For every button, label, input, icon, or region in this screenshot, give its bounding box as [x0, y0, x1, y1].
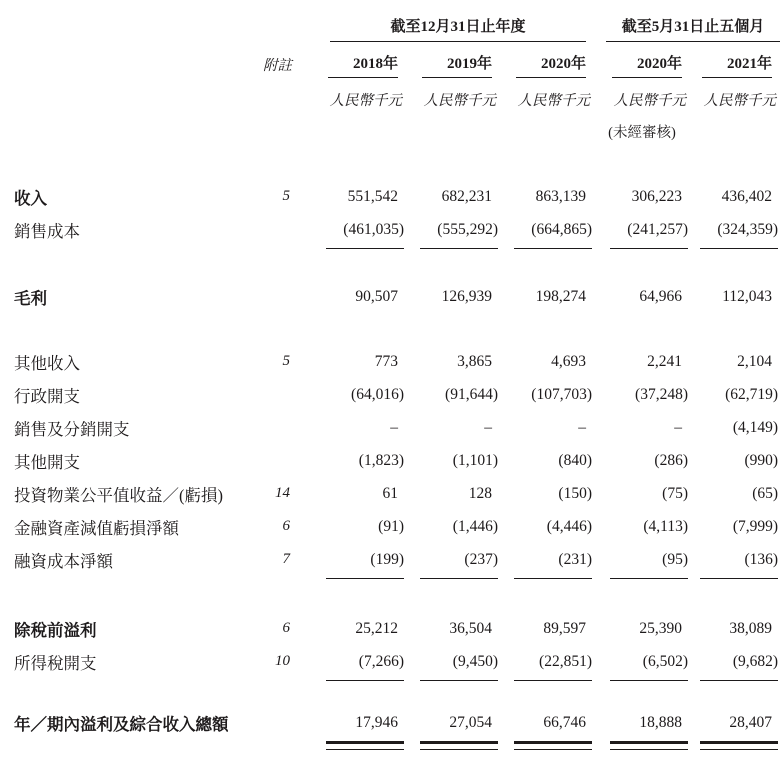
currency-unit-row: [14, 78, 780, 112]
rule-cell: [294, 576, 406, 588]
amount-value: (7,266): [358, 652, 404, 670]
header-spacer: [14, 112, 294, 146]
single-underline: [514, 248, 592, 249]
subtotal-rule-row: [14, 678, 780, 690]
row-label: 年／期內溢利及綜合收入總額: [14, 714, 229, 734]
year-header-row: [14, 42, 780, 78]
row-label: 投資物業公平值收益／(虧損): [14, 485, 223, 505]
spacer-row: [14, 588, 780, 612]
rule-cell: [500, 739, 594, 751]
rule-cell: [594, 246, 690, 258]
year-header-2020: [500, 42, 594, 78]
amount-value: –: [390, 418, 398, 436]
amount-value: (199): [370, 550, 404, 568]
note-reference: 5: [282, 188, 290, 204]
note-reference: [248, 444, 294, 477]
amount-cell: [594, 345, 690, 378]
single-underline: [700, 248, 778, 249]
amount-cell: [294, 444, 406, 477]
amount-cell: [594, 411, 690, 444]
amount-value: 61: [382, 484, 398, 502]
amount-value: (461,035): [343, 220, 404, 238]
amount-value: 25,390: [639, 619, 682, 637]
annual-period-label: 截至12月31日止年度: [330, 15, 586, 42]
amount-cell: [500, 213, 594, 246]
amount-cell: [690, 444, 780, 477]
spacer-row: [14, 690, 780, 706]
currency-unit: 人民幣千元: [423, 93, 496, 109]
amount-value: 4,693: [551, 352, 586, 370]
table-header: [14, 8, 780, 180]
rule-cell: [690, 246, 780, 258]
amount-cell: [500, 411, 594, 444]
amount-cell: [406, 510, 500, 543]
year-header-2019: [406, 42, 500, 78]
amount-cell: [594, 213, 690, 246]
double-underline: [326, 741, 404, 750]
single-underline: [420, 578, 498, 579]
amount-value: 25,212: [355, 619, 398, 637]
amount-cell: [294, 280, 406, 313]
amount-cell: [406, 411, 500, 444]
row-label: 行政開支: [14, 386, 80, 406]
amount-value: 3,865: [457, 352, 492, 370]
amount-value: 89,597: [543, 619, 586, 637]
amount-cell: [594, 444, 690, 477]
unaudited-note-row: [14, 112, 780, 146]
single-underline: [700, 680, 778, 681]
amount-value: 18,888: [639, 713, 682, 731]
note-reference: 6: [282, 518, 290, 534]
rule-cell: [500, 246, 594, 258]
table-body: [14, 180, 780, 751]
table-row: [14, 706, 780, 739]
amount-cell: [406, 345, 500, 378]
amount-value: (1,823): [358, 451, 404, 469]
amount-value: –: [484, 418, 492, 436]
amount-value: 773: [374, 352, 398, 370]
amount-value: 551,542: [347, 187, 398, 205]
rule-cell: [500, 678, 594, 690]
amount-value: (840): [558, 451, 592, 469]
single-underline: [326, 578, 404, 579]
currency-unit: 人民幣千元: [703, 93, 777, 109]
amount-value: (65): [752, 484, 779, 502]
note-reference: 14: [275, 485, 290, 501]
amount-value: (95): [662, 550, 688, 568]
annual-period-group: [294, 8, 594, 42]
amount-cell: [406, 645, 500, 678]
amount-value: (6,502): [642, 652, 688, 670]
double-underline: [700, 741, 778, 750]
amount-cell: [690, 510, 780, 543]
amount-cell: [294, 706, 406, 739]
amount-value: (1,446): [452, 517, 498, 535]
amount-value: 2,104: [737, 352, 773, 370]
header-spacer: [14, 8, 294, 42]
amount-cell: [294, 411, 406, 444]
amount-cell: [500, 444, 594, 477]
amount-value: 126,939: [441, 287, 492, 305]
header-spacer: [14, 42, 248, 78]
rule-cell: [594, 678, 690, 690]
amount-value: (75): [662, 484, 688, 502]
year-header-2018: [294, 42, 406, 78]
amount-value: (107,703): [531, 385, 592, 403]
single-underline: [610, 578, 688, 579]
amount-cell: [690, 213, 780, 246]
header-spacer: [14, 78, 294, 112]
currency-unit: 人民幣千元: [517, 93, 590, 109]
total-rule-row: [14, 739, 780, 751]
amount-cell: [294, 645, 406, 678]
amount-cell: [594, 510, 690, 543]
currency-unit: 人民幣千元: [329, 93, 402, 109]
amount-value: (1,101): [452, 451, 498, 469]
header-spacer: [690, 112, 780, 146]
rule-cell: [294, 739, 406, 751]
note-reference: 5: [282, 353, 290, 369]
amount-cell: [406, 612, 500, 645]
amount-value: 198,274: [535, 287, 586, 305]
amount-value: 17,946: [355, 713, 398, 731]
period-group-row: [14, 8, 780, 42]
table-row: [14, 345, 780, 378]
row-label: 除稅前溢利: [14, 620, 97, 640]
header-spacer: [500, 112, 594, 146]
amount-value: (64,016): [351, 385, 404, 403]
amount-cell: [294, 612, 406, 645]
amount-value: 306,223: [631, 187, 682, 205]
amount-value: 682,231: [441, 187, 492, 205]
row-label: 銷售及分銷開支: [14, 419, 130, 439]
amount-value: (237): [464, 550, 498, 568]
table-row: [14, 411, 780, 444]
single-underline: [700, 578, 778, 579]
amount-cell: [406, 378, 500, 411]
amount-value: (62,719): [725, 385, 779, 403]
rule-cell: [406, 246, 500, 258]
table-row: [14, 645, 780, 678]
amount-cell: [294, 180, 406, 213]
note-reference: [248, 411, 294, 444]
amount-cell: [500, 706, 594, 739]
currency-unit: 人民幣千元: [613, 93, 686, 109]
year-label: 2019年: [446, 56, 492, 72]
subtotal-rule-row: [14, 246, 780, 258]
header-spacer: [294, 112, 406, 146]
rule-cell: [594, 576, 690, 588]
note-reference: [248, 706, 294, 739]
amount-cell: [690, 378, 780, 411]
note-reference: 7: [282, 551, 290, 567]
rule-cell: [690, 739, 780, 751]
row-label: 融資成本淨額: [14, 551, 113, 571]
year-label: 2020年: [540, 56, 586, 72]
amount-cell: [594, 645, 690, 678]
spacer-row: [14, 258, 780, 280]
income-statement-table: [14, 8, 780, 751]
amount-cell: [406, 543, 500, 576]
rule-cell: [500, 576, 594, 588]
note-reference: [248, 378, 294, 411]
table-row: [14, 444, 780, 477]
amount-cell: [594, 477, 690, 510]
amount-cell: [406, 180, 500, 213]
amount-cell: [294, 510, 406, 543]
amount-cell: [594, 180, 690, 213]
row-label: 金融資產減值虧損淨額: [14, 518, 179, 538]
single-underline: [610, 248, 688, 249]
amount-value: 112,043: [722, 287, 773, 305]
amount-value: 90,507: [355, 287, 398, 305]
rule-cell: [294, 246, 406, 258]
amount-cell: [294, 477, 406, 510]
rule-cell: [594, 739, 690, 751]
header-spacer: [406, 112, 500, 146]
table-row: [14, 213, 780, 246]
amount-value: 863,139: [535, 187, 586, 205]
amount-cell: [406, 213, 500, 246]
amount-cell: [594, 378, 690, 411]
amount-cell: [500, 180, 594, 213]
table-row: [14, 180, 780, 213]
amount-cell: [594, 280, 690, 313]
row-label: 其他開支: [14, 452, 80, 472]
amount-value: (664,865): [531, 220, 592, 238]
amount-cell: [500, 645, 594, 678]
amount-value: –: [674, 418, 682, 436]
amount-cell: [500, 543, 594, 576]
rule-cell: [406, 678, 500, 690]
year-header-2021-interim: [690, 42, 780, 78]
amount-value: 27,054: [449, 713, 492, 731]
amount-value: (324,359): [717, 220, 779, 238]
table-row: [14, 543, 780, 576]
spacer-row: [14, 313, 780, 345]
amount-value: (4,149): [732, 418, 779, 436]
table-row: [14, 280, 780, 313]
amount-cell: [406, 706, 500, 739]
amount-cell: [690, 645, 780, 678]
amount-value: 66,746: [543, 713, 586, 731]
row-label: 收入: [14, 188, 47, 208]
amount-value: (286): [654, 451, 688, 469]
amount-cell: [690, 706, 780, 739]
five-month-period-label: 截至5月31日止五個月: [606, 15, 780, 42]
amount-cell: [406, 280, 500, 313]
single-underline: [420, 248, 498, 249]
amount-value: (9,682): [732, 652, 779, 670]
amount-value: (241,257): [627, 220, 688, 238]
amount-value: (4,446): [546, 517, 592, 535]
single-underline: [514, 578, 592, 579]
amount-cell: [690, 180, 780, 213]
amount-value: (990): [744, 451, 779, 469]
amount-value: (150): [558, 484, 592, 502]
single-underline: [420, 680, 498, 681]
amount-cell: [594, 612, 690, 645]
amount-cell: [690, 612, 780, 645]
amount-value: 436,402: [721, 187, 773, 205]
amount-value: –: [578, 418, 586, 436]
rule-cell: [690, 678, 780, 690]
amount-cell: [500, 612, 594, 645]
unaudited-label: (未經審核): [608, 125, 676, 141]
table-row: [14, 378, 780, 411]
amount-cell: [294, 213, 406, 246]
subtotal-rule-row: [14, 576, 780, 588]
amount-value: 64,966: [639, 287, 682, 305]
amount-cell: [406, 444, 500, 477]
amount-value: 128: [468, 484, 492, 502]
row-label: 所得稅開支: [14, 653, 97, 673]
table-row: [14, 477, 780, 510]
row-label: 銷售成本: [14, 221, 80, 241]
note-reference: [248, 280, 294, 313]
single-underline: [514, 680, 592, 681]
year-label: 2018年: [352, 56, 398, 72]
amount-value: 28,407: [729, 713, 773, 731]
row-label: 其他收入: [14, 353, 80, 373]
note-reference: 6: [282, 620, 290, 636]
amount-value: (555,292): [437, 220, 498, 238]
row-label: 毛利: [14, 288, 47, 308]
amount-value: 2,241: [647, 352, 682, 370]
amount-cell: [294, 378, 406, 411]
rule-cell: [690, 576, 780, 588]
amount-cell: [690, 477, 780, 510]
amount-value: (22,851): [539, 652, 592, 670]
amount-value: (9,450): [452, 652, 498, 670]
double-underline: [514, 741, 592, 750]
double-underline: [420, 741, 498, 750]
header-gap-row: [14, 146, 780, 180]
note-reference: [248, 213, 294, 246]
table-row: [14, 612, 780, 645]
rule-cell: [294, 678, 406, 690]
table-row: [14, 510, 780, 543]
amount-cell: [500, 378, 594, 411]
amount-cell: [500, 510, 594, 543]
amount-value: 36,504: [449, 619, 492, 637]
single-underline: [326, 248, 404, 249]
amount-cell: [500, 345, 594, 378]
year-header-2020-interim: [594, 42, 690, 78]
double-underline: [610, 741, 688, 750]
rule-cell: [406, 739, 500, 751]
amount-cell: [294, 543, 406, 576]
amount-cell: [500, 477, 594, 510]
amount-cell: [690, 543, 780, 576]
amount-cell: [690, 411, 780, 444]
amount-value: (37,248): [635, 385, 688, 403]
amount-value: (136): [744, 550, 779, 568]
rule-cell: [406, 576, 500, 588]
amount-cell: [594, 543, 690, 576]
amount-value: (91,644): [445, 385, 498, 403]
amount-value: (231): [558, 550, 592, 568]
amount-value: (91): [378, 517, 404, 535]
five-month-period-group: [594, 8, 780, 42]
amount-value: 38,089: [729, 619, 773, 637]
amount-cell: [690, 280, 780, 313]
single-underline: [610, 680, 688, 681]
amount-value: (7,999): [732, 517, 779, 535]
amount-cell: [594, 706, 690, 739]
single-underline: [326, 680, 404, 681]
amount-cell: [500, 280, 594, 313]
note-reference: 10: [275, 653, 290, 669]
amount-cell: [294, 345, 406, 378]
amount-value: (4,113): [643, 517, 688, 535]
note-column-header: 附註: [263, 58, 292, 74]
amount-cell: [406, 477, 500, 510]
amount-cell: [690, 345, 780, 378]
year-label: 2021年: [727, 56, 773, 72]
year-label: 2020年: [636, 56, 682, 72]
